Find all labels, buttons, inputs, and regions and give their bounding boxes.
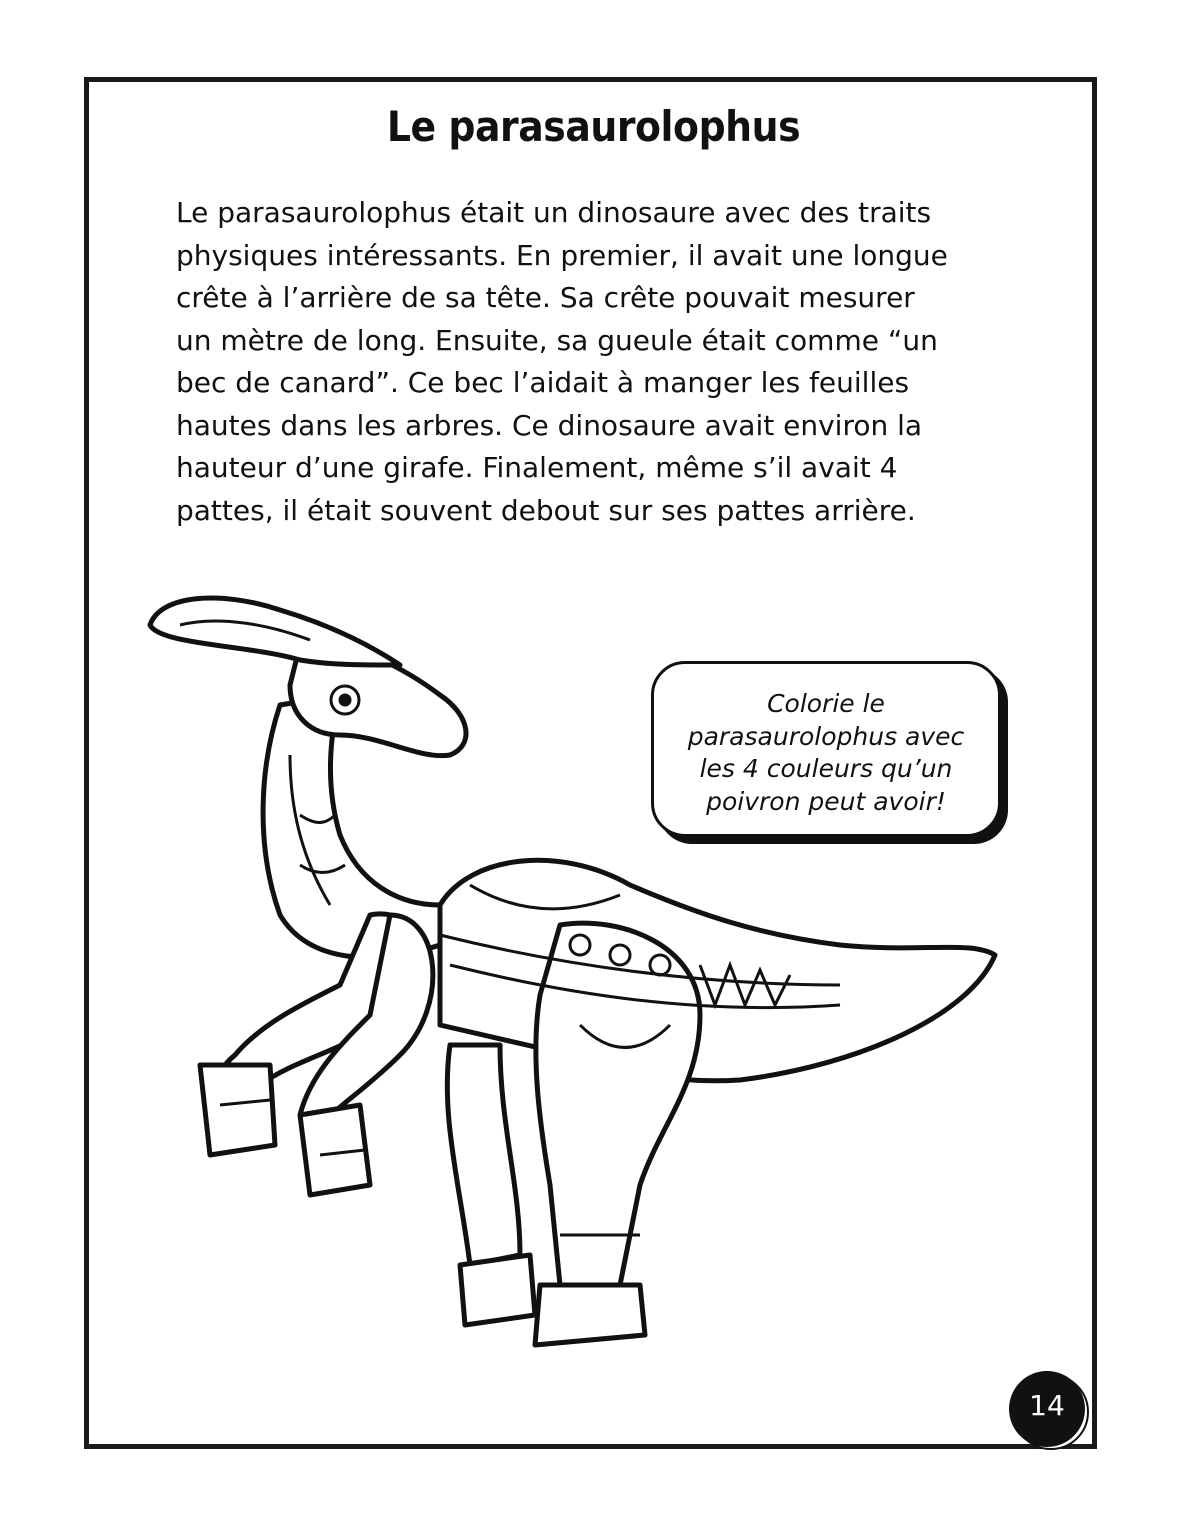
paragraph-line: bec de canard”. Ce bec l’aidait à manger les feuilles (176, 366, 910, 399)
page-number: 14 (1029, 1389, 1065, 1422)
callout-line: Colorie le (767, 689, 885, 718)
paragraph-line: physiques intéressants. En premier, il avait une longue (176, 238, 948, 272)
paragraph-line: hauteur d’une girafe. Finalement, même s’il avait 4 (176, 451, 898, 484)
callout-line: parasaurolophus avec (687, 721, 965, 751)
instruction-callout (651, 661, 1001, 837)
callout-text (654, 688, 998, 818)
paragraph (176, 192, 1036, 532)
paragraph-line: Le parasaurolophus était un dinosaure avec des traits (176, 196, 932, 229)
callout-line: poivron peut avoir! (706, 786, 946, 816)
paragraph-line: pattes, il était souvent debout sur ses pattes arrière. (176, 493, 916, 527)
paragraph-line: crête à l’arrière de sa tête. Sa crête pouvait mesurer (176, 281, 915, 314)
page-number-badge (1009, 1371, 1085, 1447)
paragraph-line: hautes dans les arbres. Ce dinosaure avait environ la (176, 408, 923, 442)
page-title: Le parasaurolophus (386, 102, 801, 151)
paragraph-line: un mètre de long. Ensuite, sa gueule était comme “un (176, 323, 938, 357)
callout-line: les 4 couleurs qu’un (699, 754, 953, 783)
